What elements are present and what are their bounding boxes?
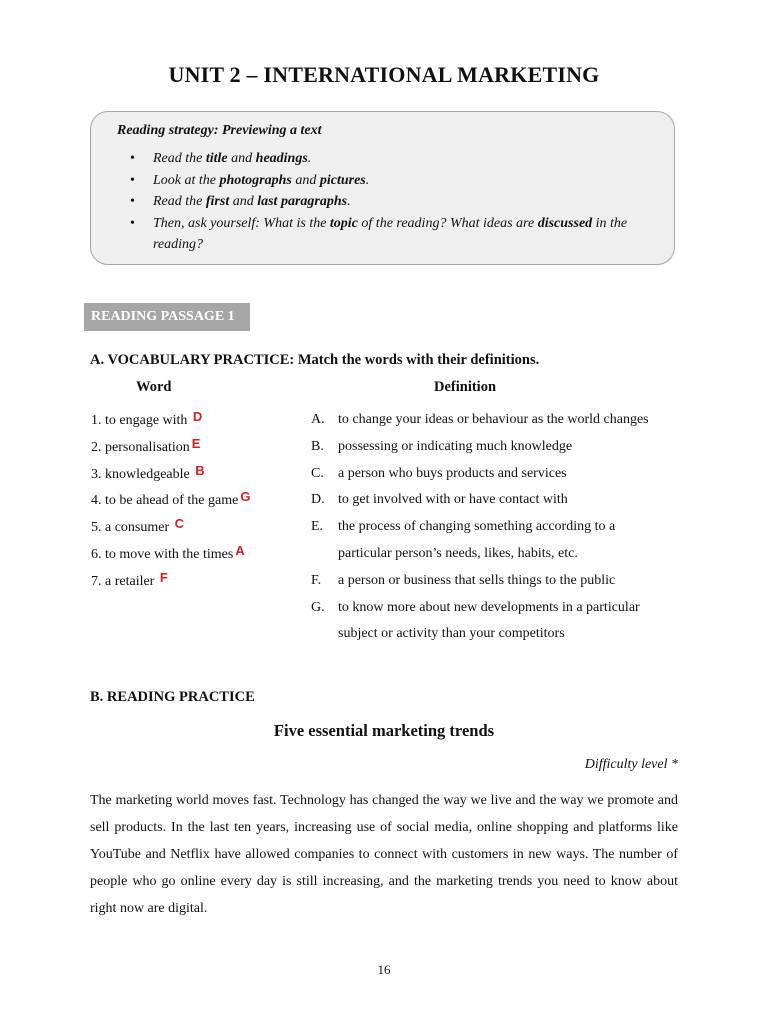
word-number: 6. — [91, 546, 102, 562]
word-item — [91, 570, 250, 597]
bullet-text: and — [229, 194, 258, 209]
bullet-bold-term: first — [205, 194, 230, 209]
definition-list — [311, 409, 691, 650]
bullet-bold-term: photographs — [219, 172, 292, 188]
word-number: 3. — [91, 466, 102, 482]
reading-practice-heading: B. READING PRACTICE — [90, 689, 255, 705]
definition-text: to change your ideas or behaviour as the world changes — [338, 412, 649, 427]
word-text: to engage with — [105, 413, 188, 428]
bullet-text: and — [227, 151, 256, 166]
bullet-text: Then, ask yourself: What is the — [153, 215, 330, 231]
article-title: Five essential marketing trends — [273, 721, 495, 740]
word-number: 5. — [91, 520, 102, 536]
definition-text: a person who buys products and services — [338, 465, 567, 481]
strategy-bullet-list — [129, 148, 649, 256]
bullet-bold-term: discussed — [537, 215, 593, 231]
handwritten-answer: B — [195, 462, 205, 478]
strategy-bullet — [129, 191, 649, 213]
word-list — [91, 409, 250, 597]
word-number: 4. — [91, 493, 102, 509]
difficulty-level: Difficulty level * — [584, 757, 678, 772]
word-text: knowledgeable — [105, 466, 190, 482]
definition-text: to get involved with or have contact with — [338, 492, 568, 508]
bullet-text: . — [347, 194, 351, 209]
definition-item — [311, 436, 691, 463]
word-item — [91, 463, 250, 490]
strategy-bullet — [129, 170, 649, 192]
definition-text: particular person’s needs, likes, habits, etc. — [338, 545, 578, 561]
strategy-bullet — [129, 148, 649, 170]
bullet-bold-term: headings — [255, 151, 308, 166]
definition-letter: F. — [311, 572, 322, 588]
definition-item — [311, 570, 691, 597]
definition-continuation — [311, 543, 691, 570]
definition-letter: A. — [311, 412, 325, 427]
handwritten-answer: D — [192, 409, 203, 424]
definition-letter: C. — [311, 465, 324, 481]
word-item — [91, 543, 250, 570]
word-spacer — [190, 467, 194, 482]
reading-strategy-box — [90, 111, 675, 265]
word-item — [91, 436, 250, 463]
definition-item — [311, 516, 691, 543]
definition-text: possessing or indicating much knowledge — [338, 438, 573, 454]
word-item — [91, 516, 250, 543]
word-item — [91, 409, 250, 436]
word-text: personalisation — [105, 439, 190, 455]
vocabulary-heading: A. VOCABULARY PRACTICE: Match the words with their definitions. — [90, 352, 540, 368]
definition-item — [311, 463, 691, 490]
word-number: 2. — [91, 439, 102, 455]
definition-letter: E. — [311, 519, 324, 535]
word-spacer — [169, 520, 173, 535]
bullet-text: in the reading? — [153, 215, 628, 252]
bullet-bold-term: title — [205, 151, 228, 166]
bullet-text: Read the — [153, 151, 206, 166]
bullet-icon: • — [130, 172, 135, 188]
definition-text: subject or activity than your competitors — [338, 626, 565, 642]
word-text: a retailer — [105, 573, 155, 589]
strategy-bullet — [129, 213, 649, 256]
handwritten-answer: A — [235, 542, 245, 558]
bullet-text: and — [291, 172, 320, 188]
strategy-heading: Reading strategy: Previewing a text — [117, 123, 322, 138]
definition-column-header: Definition — [434, 379, 497, 395]
word-text: to be ahead of the game — [105, 493, 239, 509]
unit-title: UNIT 2 – INTERNATIONAL MARKETING — [168, 62, 600, 87]
bullet-text: . — [365, 172, 370, 188]
bullet-text: . — [307, 151, 312, 166]
bullet-bold-term: topic — [329, 215, 358, 231]
definition-letter: G. — [311, 599, 325, 615]
bullet-icon: • — [130, 194, 135, 209]
word-text: a consumer — [105, 520, 170, 536]
definition-text: to know more about new developments in a particular — [338, 599, 640, 615]
definition-item — [311, 489, 691, 516]
bullet-bold-term: last paragraphs — [257, 194, 348, 209]
article-paragraph: The marketing world moves fast. Technology has changed the way we live and the way we promote and sell products. In the last ten years, increasing use of social media, online shopping and platforms like YouTube and Netflix have allowed companies to connect with customers in new ways. The number of people who go online every day is still increasing, and the marketing trends you need to know about right now are digital. — [90, 793, 678, 916]
word-number: 1. — [91, 413, 102, 428]
definition-item — [311, 409, 691, 436]
word-spacer — [187, 413, 191, 428]
definition-item — [311, 597, 691, 624]
word-item — [91, 489, 250, 516]
bullet-text: of the reading? What ideas are — [357, 215, 538, 231]
word-column-header: Word — [136, 379, 172, 395]
bullet-bold-term: pictures — [319, 172, 366, 188]
handwritten-answer: F — [159, 569, 168, 585]
reading-passage-label: READING PASSAGE 1 — [84, 303, 250, 331]
definition-letter: D. — [311, 492, 325, 508]
page-number: 16 — [377, 962, 391, 977]
handwritten-answer: G — [240, 489, 251, 505]
definition-text: the process of changing something according to a — [338, 519, 616, 535]
definition-continuation — [311, 623, 691, 650]
definition-text: a person or business that sells things to the public — [338, 572, 616, 588]
word-text: to move with the times — [105, 546, 234, 562]
bullet-text: Read the — [153, 194, 206, 209]
bullet-icon: • — [130, 215, 135, 231]
handwritten-answer: E — [191, 435, 201, 451]
handwritten-answer: C — [174, 516, 185, 532]
bullet-icon: • — [130, 151, 135, 166]
bullet-text: Look at the — [153, 172, 220, 188]
word-number: 7. — [91, 573, 102, 589]
word-spacer — [154, 574, 158, 589]
definition-letter: B. — [311, 438, 324, 454]
